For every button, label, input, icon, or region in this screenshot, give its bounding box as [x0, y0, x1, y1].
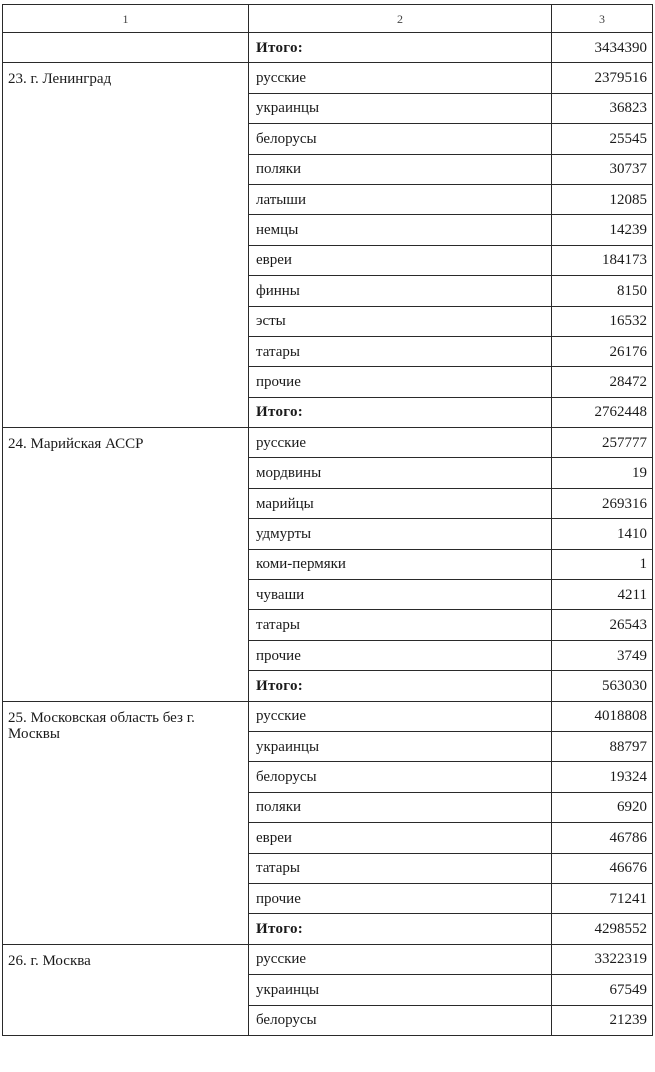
column-number: 1: [3, 5, 249, 33]
count-cell: 67549: [552, 975, 653, 1005]
count-cell: 12085: [552, 184, 653, 214]
count-cell: 71241: [552, 883, 653, 913]
count-cell: 14239: [552, 215, 653, 245]
table-row: [3, 944, 653, 974]
count-cell: 28472: [552, 367, 653, 397]
count-cell: 184173: [552, 245, 653, 275]
total-value: 4298552: [552, 914, 653, 944]
nationality-cell: прочие: [249, 883, 552, 913]
nationality-cell: прочие: [249, 640, 552, 670]
count-cell: 2379516: [552, 63, 653, 93]
total-value: 2762448: [552, 397, 653, 427]
empty-region-cell: [3, 33, 249, 63]
table-row: [3, 701, 653, 731]
nationality-cell: белорусы: [249, 1005, 552, 1035]
nationality-cell: евреи: [249, 245, 552, 275]
region-name: 23. г. Ленинград: [3, 63, 249, 428]
count-cell: 25545: [552, 124, 653, 154]
nationality-cell: немцы: [249, 215, 552, 245]
nationality-cell: удмурты: [249, 519, 552, 549]
count-cell: 21239: [552, 1005, 653, 1035]
count-cell: 88797: [552, 731, 653, 761]
nationality-cell: русские: [249, 428, 552, 458]
count-cell: 46676: [552, 853, 653, 883]
total-label: Итого:: [249, 33, 552, 63]
total-label: Итого:: [249, 914, 552, 944]
count-cell: 257777: [552, 428, 653, 458]
nationality-cell: белорусы: [249, 124, 552, 154]
nationality-cell: чуваши: [249, 580, 552, 610]
count-cell: 3749: [552, 640, 653, 670]
count-cell: 30737: [552, 154, 653, 184]
nationality-cell: коми-пермяки: [249, 549, 552, 579]
count-cell: 8150: [552, 276, 653, 306]
nationality-cell: татары: [249, 610, 552, 640]
table-row: [3, 63, 653, 93]
nationality-cell: татары: [249, 853, 552, 883]
nationality-cell: латыши: [249, 184, 552, 214]
nationality-cell: русские: [249, 63, 552, 93]
count-cell: 4211: [552, 580, 653, 610]
count-cell: 26176: [552, 336, 653, 366]
count-cell: 1: [552, 549, 653, 579]
count-cell: 19: [552, 458, 653, 488]
count-cell: 269316: [552, 488, 653, 518]
count-cell: 46786: [552, 823, 653, 853]
population-table: [2, 4, 653, 1036]
region-name: 26. г. Москва: [3, 944, 249, 1035]
nationality-cell: евреи: [249, 823, 552, 853]
nationality-cell: татары: [249, 336, 552, 366]
nationality-cell: белорусы: [249, 762, 552, 792]
table-body: [3, 5, 653, 1036]
table-row: [3, 428, 653, 458]
total-label: Итого:: [249, 397, 552, 427]
count-cell: 19324: [552, 762, 653, 792]
count-cell: 3322319: [552, 944, 653, 974]
nationality-cell: эсты: [249, 306, 552, 336]
region-name: 25. Московская область без г. Москвы: [3, 701, 249, 944]
nationality-cell: поляки: [249, 154, 552, 184]
count-cell: 36823: [552, 93, 653, 123]
total-value: 563030: [552, 671, 653, 701]
nationality-cell: прочие: [249, 367, 552, 397]
nationality-cell: украинцы: [249, 731, 552, 761]
nationality-cell: поляки: [249, 792, 552, 822]
count-cell: 1410: [552, 519, 653, 549]
count-cell: 6920: [552, 792, 653, 822]
nationality-cell: украинцы: [249, 93, 552, 123]
count-cell: 26543: [552, 610, 653, 640]
count-cell: 4018808: [552, 701, 653, 731]
nationality-cell: марийцы: [249, 488, 552, 518]
column-number-row: [3, 5, 653, 33]
nationality-cell: финны: [249, 276, 552, 306]
region-name: 24. Марийская АССР: [3, 428, 249, 702]
nationality-cell: русские: [249, 701, 552, 731]
column-number: 2: [249, 5, 552, 33]
nationality-cell: украинцы: [249, 975, 552, 1005]
nationality-cell: русские: [249, 944, 552, 974]
column-number: 3: [552, 5, 653, 33]
count-cell: 16532: [552, 306, 653, 336]
top-total-row: [3, 33, 653, 63]
total-label: Итого:: [249, 671, 552, 701]
total-value: 3434390: [552, 33, 653, 63]
nationality-cell: мордвины: [249, 458, 552, 488]
